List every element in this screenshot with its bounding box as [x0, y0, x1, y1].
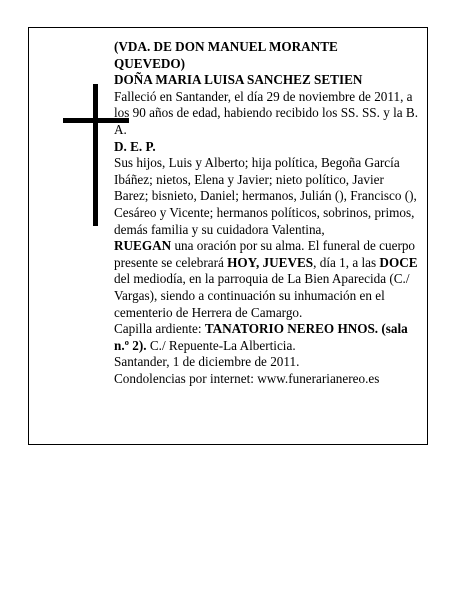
family-paragraph: [114, 155, 420, 321]
chapel-label: Capilla ardiente:: [114, 321, 205, 337]
chapel-paragraph: [114, 321, 420, 354]
header-line-1: (VDA. DE DON MANUEL MORANTE: [114, 39, 338, 54]
day-text: , día 1, a las: [313, 254, 380, 270]
header-line-2: QUEVEDO): [114, 55, 186, 71]
church-text: del mediodía, en la parroquia de La Bien Aparecida (C./ Vargas), siendo a continuación su inhumación en el cementerio de Herrera de Camargo.: [114, 271, 410, 320]
hoy-jueves-text: HOY, JUEVES: [227, 254, 314, 270]
dep-line: D. E. P.: [114, 138, 156, 154]
cross-vertical-bar: [93, 84, 98, 226]
deceased-name: DOÑA MARIA LUISA SANCHEZ SETIEN: [114, 72, 363, 88]
chapel-name: TANATORIO NEREO HNOS. (sala n.º 2).: [114, 321, 408, 353]
doce-text: DOCE: [379, 254, 418, 270]
obituary-text: [114, 39, 420, 387]
ruegan-text: RUEGAN: [114, 238, 172, 254]
place-date: Santander, 1 de diciembre de 2011.: [114, 354, 300, 370]
condolences-line: Condolencias por internet: www.funerarianereo.es: [114, 370, 380, 386]
death-details: Falleció en Santander, el día 29 de noviembre de 2011, a los 90 años de edad, habiendo recibido los SS. SS. y la B. A.: [114, 88, 419, 137]
chapel-address: C./ Repuente-La Alberticia.: [146, 337, 296, 353]
prayer-text: una oración por su alma. El funeral de cuerpo presente se celebrará: [114, 238, 416, 270]
family-list: Sus hijos, Luis y Alberto; hija política, Begoña García Ibáñez; nietos, Elena y Javier; nieto político, Javier Barez; bisnieto, Daniel; hermanos, Julián (), Francisco (), Cesáreo y Vicente; hermanos políticos, sobrinos, primos, demás familia y su cuidadora Valentina,: [114, 155, 417, 237]
